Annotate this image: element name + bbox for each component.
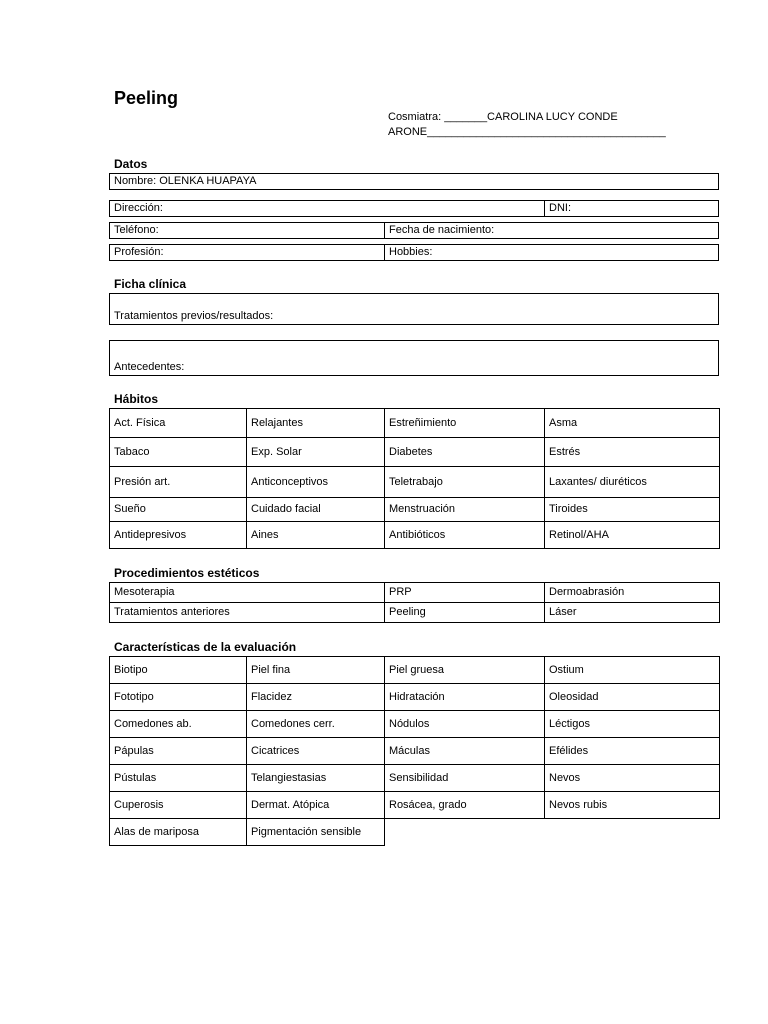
table-row <box>110 684 720 711</box>
antecedentes-label: Antecedentes: <box>114 361 185 373</box>
table-row <box>110 409 720 438</box>
checklist-cell[interactable]: Cuidado facial <box>247 498 385 522</box>
checklist-cell[interactable]: Estreñimiento <box>385 409 545 438</box>
caracteristicas-table <box>109 656 720 846</box>
checklist-cell[interactable]: Tratamientos anteriores <box>110 603 385 623</box>
checklist-cell[interactable]: Pigmentación sensible <box>247 819 385 846</box>
fecha-nacimiento-label: Fecha de nacimiento: <box>389 224 495 236</box>
profesion-field[interactable] <box>110 245 384 260</box>
table-row <box>110 603 720 623</box>
table-row <box>110 657 720 684</box>
ficha-clinica-heading: Ficha clínica <box>114 277 187 291</box>
table-row <box>110 498 720 522</box>
checklist-cell[interactable]: Act. Física <box>110 409 247 438</box>
checklist-cell[interactable]: Cuperosis <box>110 792 247 819</box>
checklist-cell[interactable]: Máculas <box>385 738 545 765</box>
checklist-cell[interactable]: Mesoterapia <box>110 583 385 603</box>
hobbies-label: Hobbies: <box>389 246 433 258</box>
checklist-cell[interactable]: Telangiestasias <box>247 765 385 792</box>
page-title: Peeling <box>114 88 179 108</box>
table-row <box>110 765 720 792</box>
checklist-cell[interactable]: Hidratación <box>385 684 545 711</box>
table-row <box>110 438 720 467</box>
checklist-cell[interactable]: Asma <box>545 409 720 438</box>
checklist-cell[interactable]: Anticonceptivos <box>247 467 385 498</box>
checklist-cell[interactable]: Dermat. Atópica <box>247 792 385 819</box>
habitos-heading: Hábitos <box>114 392 159 406</box>
dni-field[interactable] <box>545 201 718 216</box>
antecedentes-field[interactable] <box>109 340 719 376</box>
cosmiatra-field[interactable] <box>388 110 688 140</box>
checklist-cell[interactable]: Nevos <box>545 765 720 792</box>
caracteristicas-heading: Características de la evaluación <box>114 640 297 654</box>
checklist-cell[interactable]: Nódulos <box>385 711 545 738</box>
fecha-nacimiento-field[interactable] <box>385 223 718 238</box>
checklist-cell[interactable]: Exp. Solar <box>247 438 385 467</box>
profesion-label: Profesión: <box>114 246 164 258</box>
cosmiatra-line-2: ARONE_______________________________________ <box>388 126 666 138</box>
profesion-hobbies-row <box>109 244 719 261</box>
telefono-fecha-row <box>109 222 719 239</box>
checklist-cell[interactable]: Nevos rubis <box>545 792 720 819</box>
direccion-field[interactable] <box>110 201 544 216</box>
checklist-cell[interactable]: Retinol/AHA <box>545 522 720 549</box>
habitos-table <box>109 408 720 549</box>
direccion-label: Dirección: <box>114 202 163 214</box>
cosmiatra-line-1: Cosmiatra: _______CAROLINA LUCY CONDE <box>388 111 618 123</box>
checklist-cell[interactable]: Menstruación <box>385 498 545 522</box>
checklist-cell[interactable]: Tabaco <box>110 438 247 467</box>
tratamientos-previos-field[interactable] <box>109 293 719 325</box>
checklist-cell[interactable]: Efélides <box>545 738 720 765</box>
table-row <box>110 819 720 846</box>
direccion-dni-row <box>109 200 719 217</box>
checklist-cell[interactable]: Tiroides <box>545 498 720 522</box>
table-row <box>110 792 720 819</box>
checklist-cell[interactable]: Teletrabajo <box>385 467 545 498</box>
checklist-cell[interactable]: Sensibilidad <box>385 765 545 792</box>
checklist-cell[interactable]: Relajantes <box>247 409 385 438</box>
checklist-cell[interactable]: Aines <box>247 522 385 549</box>
table-row <box>110 522 720 549</box>
checklist-cell[interactable]: Piel fina <box>247 657 385 684</box>
checklist-cell[interactable]: Láser <box>545 603 720 623</box>
checklist-cell[interactable]: Ostium <box>545 657 720 684</box>
checklist-cell[interactable]: Rosácea, grado <box>385 792 545 819</box>
checklist-cell[interactable]: Comedones cerr. <box>247 711 385 738</box>
checklist-cell[interactable]: Dermoabrasión <box>545 583 720 603</box>
checklist-cell[interactable]: Alas de mariposa <box>110 819 247 846</box>
checklist-cell[interactable]: Estrés <box>545 438 720 467</box>
tratamientos-previos-label: Tratamientos previos/resultados: <box>114 310 274 322</box>
checklist-cell[interactable]: Fototipo <box>110 684 247 711</box>
checklist-cell[interactable]: Laxantes/ diuréticos <box>545 467 720 498</box>
checklist-cell[interactable]: Léctigos <box>545 711 720 738</box>
dni-label: DNI: <box>549 202 571 214</box>
checklist-cell[interactable]: Antibióticos <box>385 522 545 549</box>
table-row <box>110 467 720 498</box>
table-row <box>110 738 720 765</box>
checklist-cell[interactable]: Oleosidad <box>545 684 720 711</box>
checklist-cell[interactable]: Flacidez <box>247 684 385 711</box>
table-row <box>110 711 720 738</box>
telefono-field[interactable] <box>110 223 384 238</box>
checklist-cell[interactable]: Pústulas <box>110 765 247 792</box>
checklist-cell[interactable]: Presión art. <box>110 467 247 498</box>
checklist-cell[interactable]: Diabetes <box>385 438 545 467</box>
checklist-cell[interactable]: Sueño <box>110 498 247 522</box>
checklist-cell[interactable]: Comedones ab. <box>110 711 247 738</box>
procedimientos-heading: Procedimientos estéticos <box>114 566 260 580</box>
checklist-cell[interactable]: Peeling <box>385 603 545 623</box>
hobbies-field[interactable] <box>385 245 718 260</box>
checklist-cell[interactable]: Piel gruesa <box>385 657 545 684</box>
checklist-cell[interactable]: Antidepresivos <box>110 522 247 549</box>
checklist-cell[interactable]: Cicatrices <box>247 738 385 765</box>
nombre-field[interactable] <box>109 173 719 190</box>
checklist-cell[interactable]: Pápulas <box>110 738 247 765</box>
telefono-label: Teléfono: <box>114 224 159 236</box>
checklist-cell[interactable]: PRP <box>385 583 545 603</box>
checklist-cell[interactable]: Biotipo <box>110 657 247 684</box>
datos-heading: Datos <box>114 157 148 171</box>
procedimientos-table <box>109 582 720 623</box>
nombre-label: Nombre: OLENKA HUAPAYA <box>114 175 257 187</box>
table-row <box>110 583 720 603</box>
